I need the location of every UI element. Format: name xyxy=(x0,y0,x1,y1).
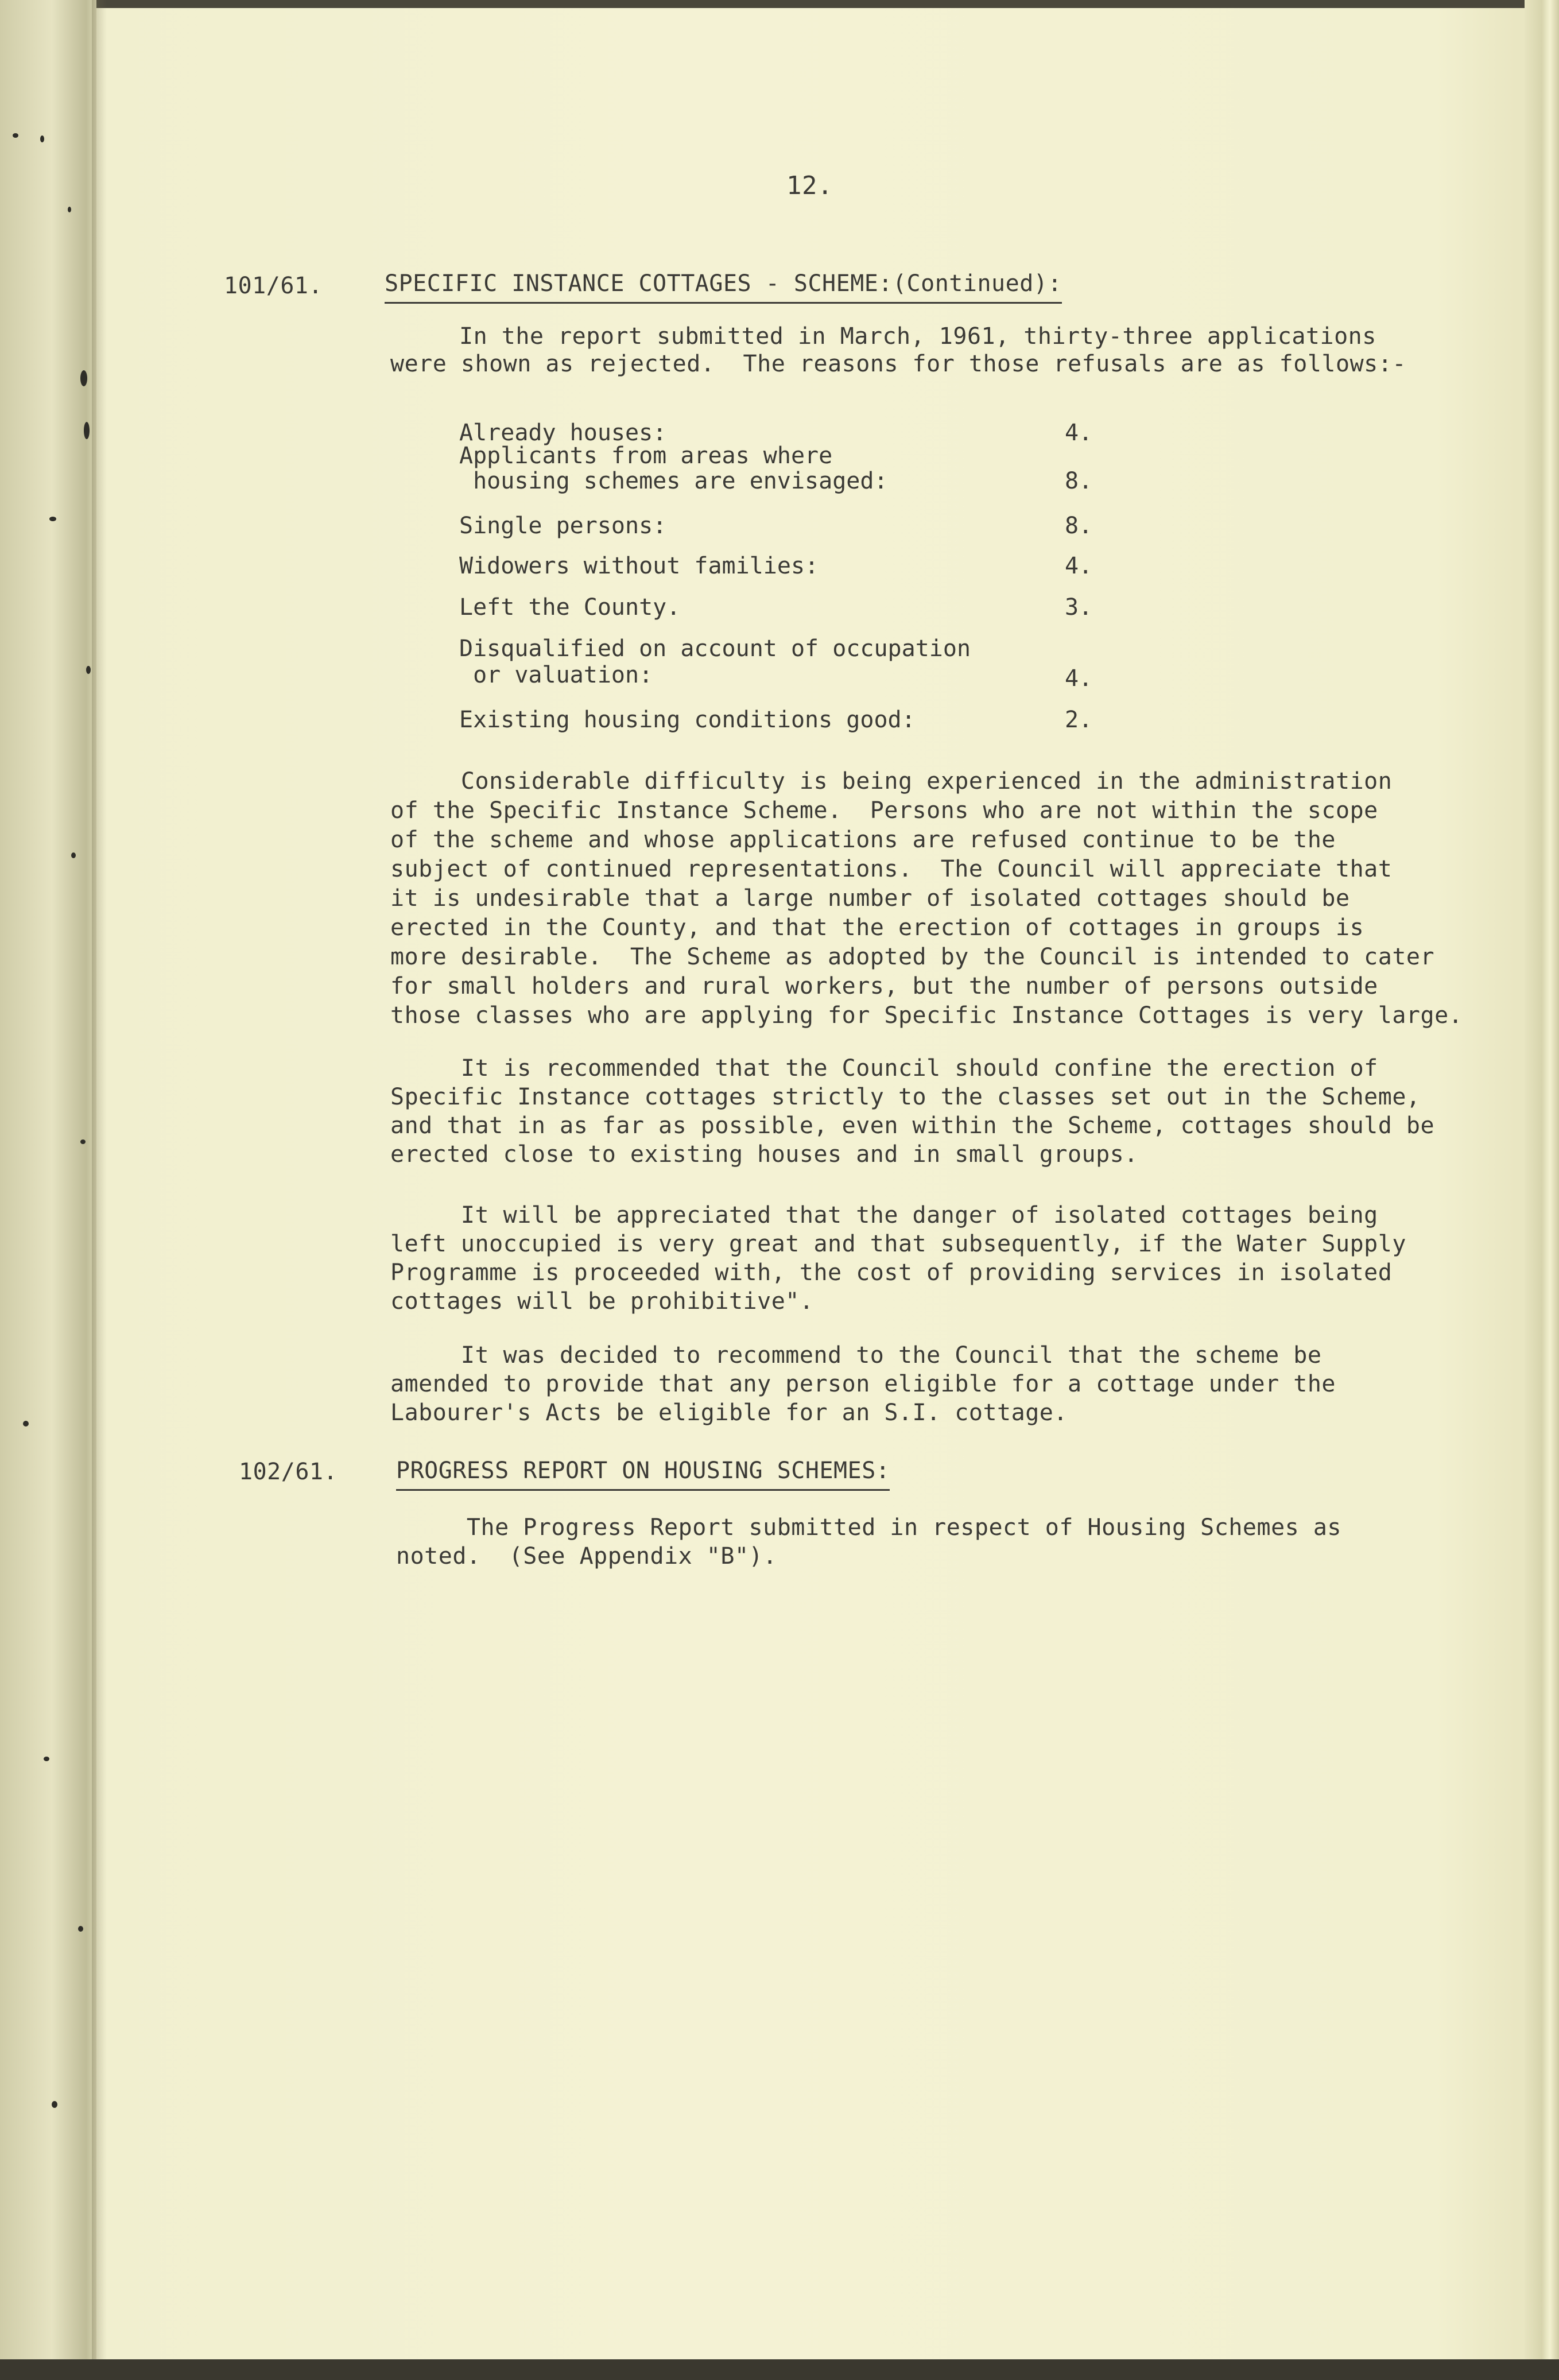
reason-label: Widowers without families: xyxy=(459,553,819,579)
reason-label: Already houses: xyxy=(459,420,667,446)
reason-count: 3. xyxy=(1065,594,1093,621)
paragraph-line: erected close to existing houses and in small groups. xyxy=(390,1141,1138,1168)
reason-label: Disqualified on account of occupation xyxy=(459,635,971,662)
paragraph-line: In the report submitted in March, 1961, thirty-three applications xyxy=(459,323,1376,350)
section-number: 101/61. xyxy=(224,273,323,299)
reason-count: 4. xyxy=(1065,420,1093,446)
paragraph-line: The Progress Report submitted in respect of Housing Schemes as xyxy=(396,1514,1341,1541)
paragraph-line: noted. (See Appendix "B"). xyxy=(396,1543,777,1569)
reason-label: Existing housing conditions good: xyxy=(459,707,916,733)
paragraph-line: of the Specific Instance Scheme. Persons who are not within the scope xyxy=(390,797,1378,824)
paragraph-line: It was decided to recommend to the Council that the scheme be xyxy=(390,1342,1322,1369)
reason-count: 8. xyxy=(1065,513,1093,539)
paragraph-line: Programme is proceeded with, the cost of providing services in isolated xyxy=(390,1259,1393,1286)
paragraph-line: Labourer's Acts be eligible for an S.I. cottage. xyxy=(390,1400,1068,1426)
body-paragraph xyxy=(390,1341,1481,1427)
reason-count: 2. xyxy=(1065,707,1093,733)
reason-label-continued: or valuation: xyxy=(459,662,653,688)
reason-count: 4. xyxy=(1065,665,1093,692)
paragraph-line: it is undesirable that a large number of isolated cottages should be xyxy=(390,885,1350,912)
paragraph-line: cottages will be prohibitive". xyxy=(390,1288,814,1315)
paragraph-line: amended to provide that any person eligible for a cottage under the xyxy=(390,1371,1336,1397)
fold-shadow xyxy=(92,0,107,2380)
paragraph-line: It will be appreciated that the danger of isolated cottages being xyxy=(390,1202,1378,1228)
body-paragraph xyxy=(396,1513,1487,1571)
intro-paragraph xyxy=(390,323,1481,378)
section-heading: PROGRESS REPORT ON HOUSING SCHEMES: xyxy=(396,1457,890,1491)
paragraph-line: subject of continued representations. The Council will appreciate that xyxy=(390,856,1393,882)
page-number: 12. xyxy=(786,171,833,200)
paragraph-line: of the scheme and whose applications are refused continue to be the xyxy=(390,827,1336,853)
paragraph-line: were shown as rejected. The reasons for those refusals are as follows:- xyxy=(390,351,1406,377)
paragraph-line: It is recommended that the Council should confine the erection of xyxy=(390,1055,1378,1082)
reason-label: Single persons: xyxy=(459,513,667,539)
reason-label: Applicants from areas where xyxy=(459,443,833,469)
paragraph-line: Specific Instance cottages strictly to the classes set out in the Scheme, xyxy=(390,1084,1421,1110)
scan-bottom-edge xyxy=(0,2359,1559,2380)
paragraph-line: erected in the County, and that the erection of cottages in groups is xyxy=(390,914,1364,941)
reason-label: Left the County. xyxy=(459,594,681,621)
section-heading: SPECIFIC INSTANCE COTTAGES - SCHEME:(Continued): xyxy=(385,270,1062,304)
binding-margin xyxy=(0,0,96,2380)
section-number: 102/61. xyxy=(239,1459,338,1485)
paragraph-line: for small holders and rural workers, but the number of persons outside xyxy=(390,973,1378,999)
scan-top-edge xyxy=(0,0,1559,8)
reason-count: 8. xyxy=(1065,468,1093,494)
body-paragraph xyxy=(390,1054,1481,1169)
reason-count: 4. xyxy=(1065,553,1093,579)
paragraph-line: and that in as far as possible, even within the Scheme, cottages should be xyxy=(390,1113,1435,1139)
reason-label-continued: housing schemes are envisaged: xyxy=(459,468,888,494)
paragraph-line: Considerable difficulty is being experienced in the administration xyxy=(390,768,1393,794)
paragraph-line: left unoccupied is very great and that subsequently, if the Water Supply xyxy=(390,1231,1406,1257)
page-right-edge xyxy=(1525,0,1559,2380)
paragraph-line: those classes who are applying for Specific Instance Cottages is very large. xyxy=(390,1002,1463,1029)
body-paragraph xyxy=(390,767,1481,1030)
body-paragraph xyxy=(390,1201,1481,1316)
paragraph-line: more desirable. The Scheme as adopted by the Council is intended to cater xyxy=(390,944,1435,970)
